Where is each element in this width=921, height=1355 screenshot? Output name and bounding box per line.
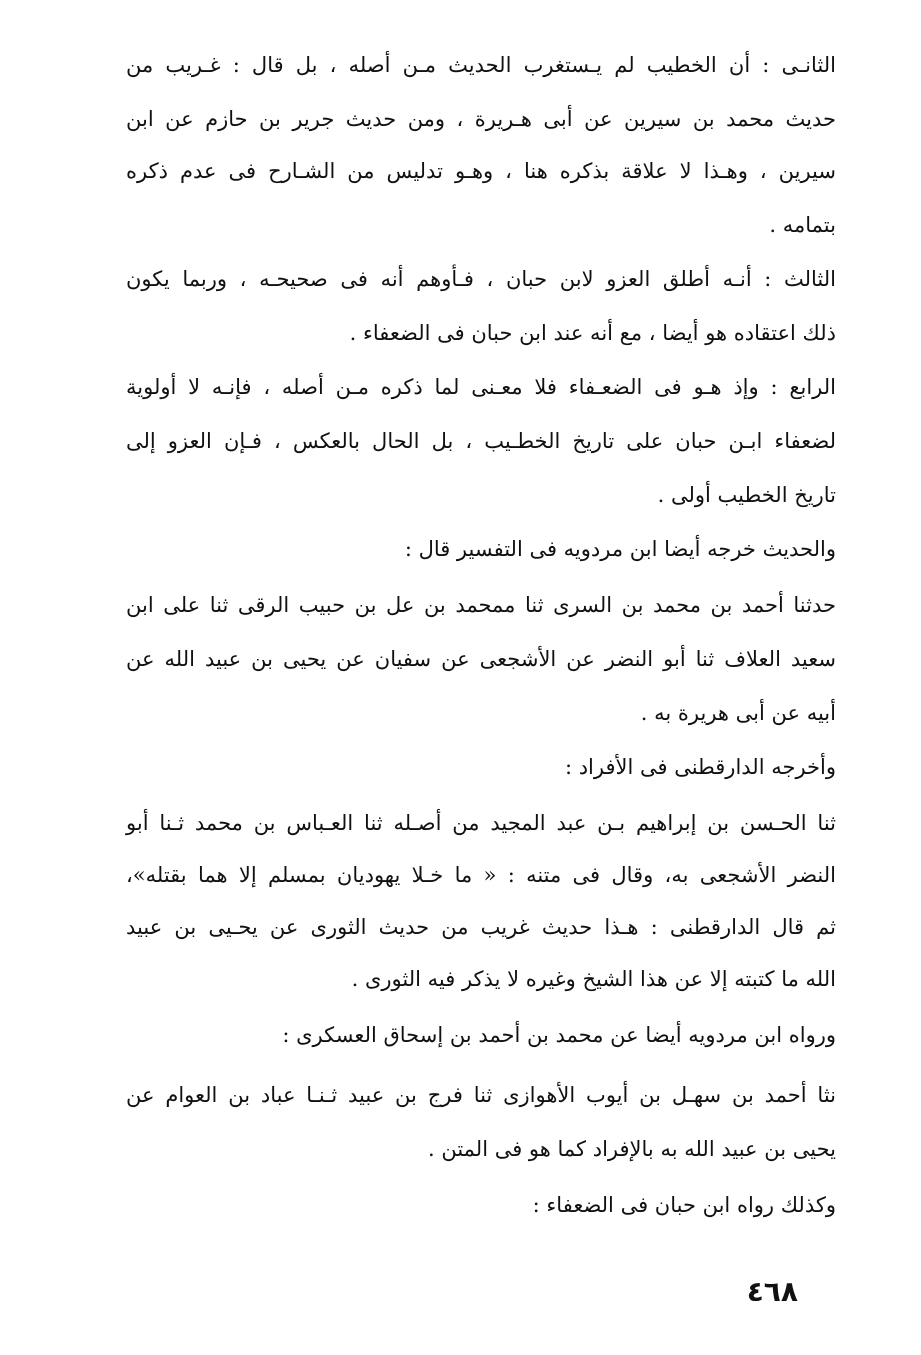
text-line: وكذلك رواه ابن حبان فى الضعفاء : [532,1193,836,1217]
text-line: والحديث خرجه أيضا ابن مردويه فى التفسير قال : [404,537,836,561]
text-line: أبيه عن أبى هريرة به . [640,701,836,725]
text-line: سعيد العلاف ثنا أبو النضر عن الأشجعى عن سفيان عن يحيى بن عبيد الله عن [126,647,836,671]
text-line: ذلك اعتقاده هو أيضا ، مع أنه عند ابن حبان فى الضعفاء . [349,321,836,345]
text-line: الثانـى : أن الخطيب لم يـستغرب الحديث مـن أصله ، بل قال : غـريب من [126,53,836,77]
text-line: تاريخ الخطيب أولى . [657,483,836,507]
text-line: الرابع : وإذ هـو فى الضعـفاء فلا معـنى لما ذكره مـن أصله ، فإنـه لا أولوية [126,375,836,399]
text-line: وأخرجه الدارقطنى فى الأفراد : [564,755,836,779]
text-line: ثنا الحـسن بن إبراهيم بـن عبد المجيد من أصـله ثنا العـباس بن محمد ثـنا أبو [126,811,836,835]
text-line: نثا أحمد بن سهـل بن أيوب الأهوازى ثنا فرج بن عبيد ثـنـا عباد بن العوام عن [126,1083,836,1107]
text-line: لضعفاء ابـن حبان على تاريخ الخطـيب ، بل الحال بالعكس ، فـإن العزو إلى [126,429,836,453]
text-line: ورواه ابن مردويه أيضا عن محمد بن أحمد بن إسحاق العسكرى : [282,1023,836,1047]
text-line: ثم قال الدارقطنى : هـذا حديث غريب من حديث الثورى عن يحـيى بن عبيد [126,915,836,939]
text-line: بتمامه . [769,213,836,237]
text-line: حديث محمد بن سيرين عن أبى هـريرة ، ومن حديث جرير بن حازم عن ابن [126,107,836,131]
text-line: يحيى بن عبيد الله به بالإفراد كما هو فى المتن . [427,1137,836,1161]
text-line: سيرين ، وهـذا لا علاقة بذكره هنا ، وهـو تدليس من الشـارح فى عدم ذكره [126,159,836,183]
text-line: حدثنا أحمد بن محمد بن السرى ثنا ممحمد بن عل بن حبيب الرقى ثنا على ابن [126,593,836,617]
page-number: ٤٦٨ [746,1275,798,1308]
text-line: الثالث : أنـه أطلق العزو لابن حبان ، فـأوهم أنه فى صحيحـه ، وربما يكون [126,267,836,291]
text-line: النضر الأشجعى به، وقال فى متنه : « ما خـلا يهوديان بمسلم إلا هما بقتله»، [126,863,836,887]
text-line: الله ما كتبته إلا عن هذا الشيخ وغيره لا يذكر فيه الثورى . [351,967,836,991]
